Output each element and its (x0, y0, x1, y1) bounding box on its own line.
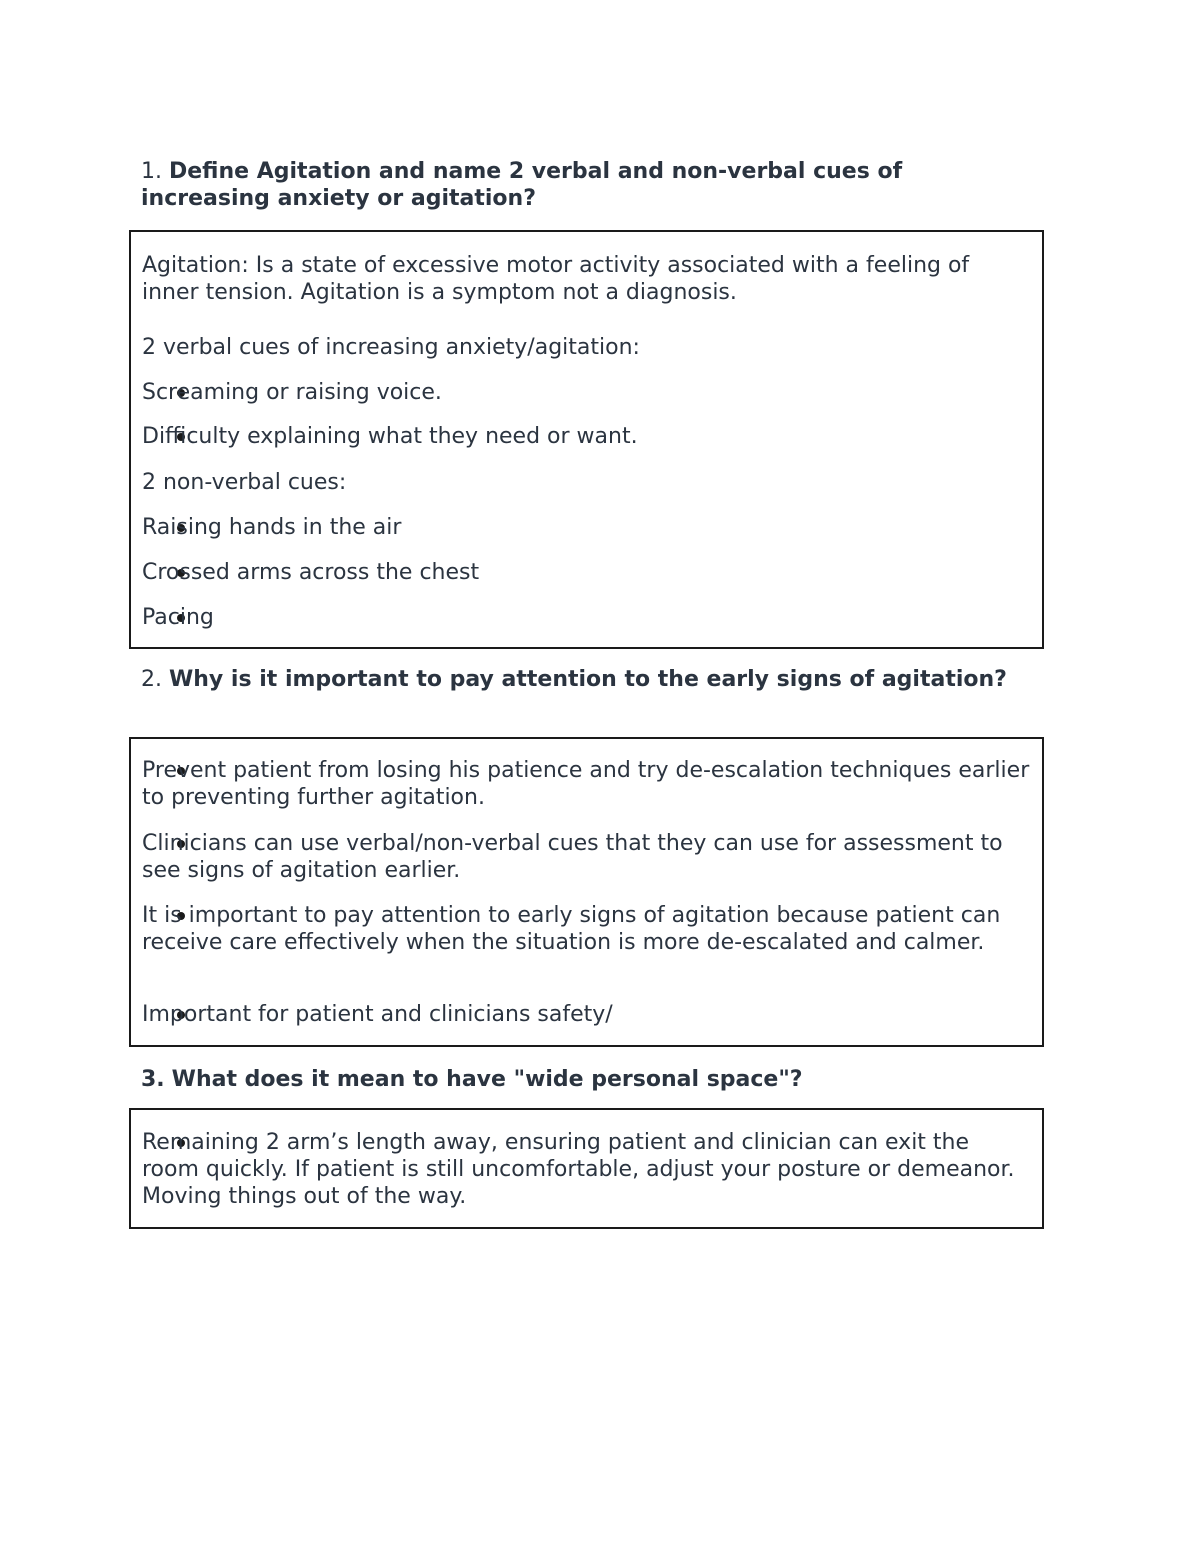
nonverbal-cue-item: Crossed arms across the chest (142, 560, 480, 585)
verbal-cues-heading: 2 verbal cues of increasing anxiety/agitation: (142, 335, 640, 360)
answer-box-3 (129, 1108, 1044, 1229)
question-3-text: What does it mean to have "wide personal space"? (171, 1067, 803, 1092)
question-2-text: Why is it important to pay attention to the early signs of agitation? (169, 667, 1007, 692)
answer-box-2 (129, 737, 1044, 1047)
answer-item: Important for patient and clinicians safety/ (142, 1002, 613, 1027)
question-1 (141, 158, 1021, 212)
answer-item: It is important to pay attention to early signs of agitation because patient can receive care effectively when the situation is more de-escalated and calmer. (142, 903, 1001, 955)
nonverbal-cues-heading: 2 non-verbal cues: (142, 470, 347, 495)
question-2 (141, 666, 1021, 693)
question-3 (141, 1066, 1021, 1093)
answer-item: Remaining 2 arm’s length away, ensuring patient and clinician can exit the room quickly. If patient is still uncomfortable, adjust your posture or demeanor. Moving things out of the way. (142, 1130, 1015, 1209)
verbal-cue-item: Difficulty explaining what they need or want. (142, 424, 638, 449)
nonverbal-cue-item: Pacing (142, 605, 214, 630)
question-1-text: Define Agitation and name 2 verbal and non-verbal cues of increasing anxiety or agitation? (141, 159, 903, 211)
answer-box-1 (129, 230, 1044, 649)
question-1-number: 1. (141, 159, 162, 184)
agitation-definition: Agitation: Is a state of excessive motor activity associated with a feeling of inner tension. Agitation is a symptom not a diagnosis. (142, 253, 970, 305)
question-3-number: 3. (141, 1067, 165, 1092)
nonverbal-cue-item: Raising hands in the air (142, 515, 402, 540)
answer-item: Prevent patient from losing his patience and try de-escalation techniques earlier to preventing further agitation. (142, 758, 1030, 810)
question-2-number: 2. (141, 667, 162, 692)
answer-item: Clinicians can use verbal/non-verbal cues that they can use for assessment to see signs of agitation earlier. (142, 831, 1003, 883)
verbal-cue-item: Screaming or raising voice. (142, 380, 442, 405)
